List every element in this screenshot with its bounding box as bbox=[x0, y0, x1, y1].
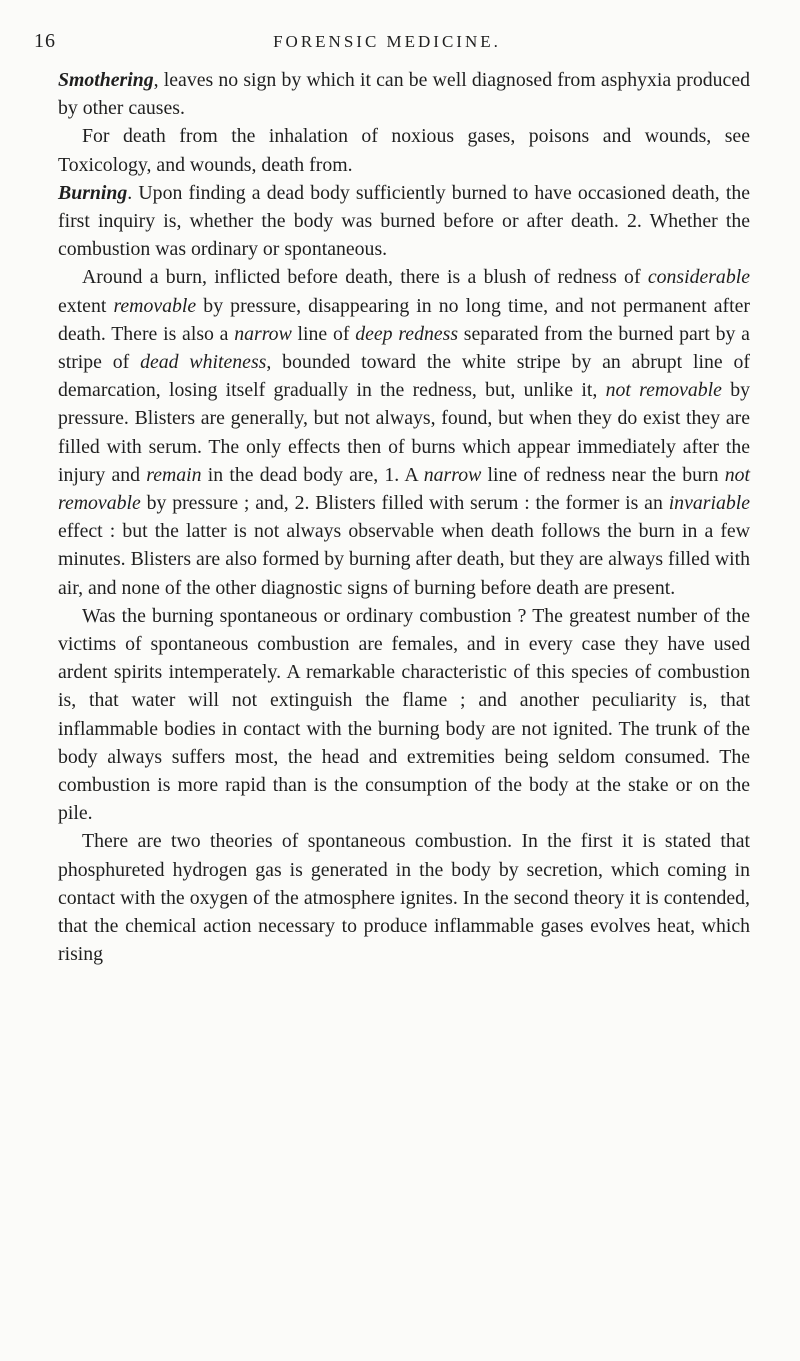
text-run: in the dead body are, 1. A bbox=[201, 463, 424, 486]
text-run: Around a burn, inflicted before death, there is a blush of redness of bbox=[82, 266, 648, 289]
text-run: extent bbox=[58, 294, 114, 317]
text-run: by pressure ; and, 2. Blisters filled with serum : the former is an bbox=[140, 492, 669, 515]
paragraph-text: . Upon finding a dead body sufficiently burned to have occasioned death, the first inquiry is, whether the body was burned before or after death. 2. Whether the combustion was ordinary or spontaneous. bbox=[58, 181, 750, 261]
paragraph-theories bbox=[58, 827, 750, 968]
emphasis: narrow bbox=[423, 463, 482, 486]
emphasis: not removable bbox=[605, 379, 722, 402]
paragraph-spontaneous bbox=[58, 602, 750, 828]
page-header bbox=[34, 30, 740, 54]
text-run: line of redness near the burn bbox=[481, 463, 725, 486]
text-run: line of bbox=[291, 322, 356, 345]
text-run: by pressure, disappearing in no long time, and not permanent after death. There is also a bbox=[58, 294, 750, 345]
emphasis: dead whiteness bbox=[140, 351, 267, 374]
page-number: 16 bbox=[34, 30, 56, 52]
emphasis: invariable bbox=[668, 492, 750, 515]
text-run: by pressure. Blisters are generally, but not always, found, but when they do exist they are filled with serum. The only effects then of burns which appear immediately after the injury and bbox=[58, 379, 751, 486]
paragraph-burning bbox=[58, 179, 750, 264]
paragraph-text: There are two theories of spontaneous combustion. In the first it is stated that phosphureted hydrogen gas is generated in the body by secretion, which coming in contact with the oxygen of the atmosphere ignites. In the second theory it is contended, that the chemical action necessary to produce inflammable gases evolves heat, which rising bbox=[58, 830, 750, 966]
text-run: effect : but the latter is not always observable when death follows the burn in a few minutes. Blisters are also formed by burning after death, but they are always filled with air, and none of the other diagnostic signs of burning before death are present. bbox=[58, 520, 750, 599]
paragraph-text: , leaves no sign by which it can be well diagnosed from asphyxia produced by other causes. bbox=[58, 69, 750, 120]
body-text bbox=[58, 66, 750, 969]
emphasis: remain bbox=[146, 463, 202, 486]
paragraph-text: Was the burning spontaneous or ordinary combustion ? The greatest number of the victims of spontaneous combustion are females, and in every case they have used ardent spirits intemperately. A remarkable characteristic of this species of combustion is, that water will not extinguish the flame ; and another peculiarity is, that inflammable bodies in contact with the burning body are not ignited. The trunk of the body always suffers most, the head and extremities being seldom consumed. The combustion is more rapid than is the consumption of the body at the stake or on the pile. bbox=[58, 604, 750, 825]
text-run: , bounded toward the white stripe by an abrupt line of demarcation, losing itself gradually in the redness, but, unlike it, bbox=[58, 351, 751, 402]
emphasis: deep redness bbox=[355, 322, 459, 345]
emphasis: narrow bbox=[234, 322, 292, 345]
running-head: FORENSIC MEDICINE. bbox=[273, 32, 501, 51]
emphasis: removable bbox=[113, 294, 197, 317]
term-burning: Burning bbox=[58, 181, 128, 204]
paragraph-poisons bbox=[58, 122, 750, 178]
paragraph-around-a-burn bbox=[58, 263, 750, 601]
paragraph-text: For death from the inhalation of noxious gases, poisons and wounds, see Toxicology, and wounds, death from. bbox=[58, 125, 750, 176]
emphasis: considerable bbox=[647, 266, 750, 289]
term-smothering: Smothering bbox=[58, 69, 154, 91]
emphasis: not removable bbox=[58, 463, 751, 515]
paragraph-smothering bbox=[58, 66, 750, 122]
text-run: separated from the burned part by a stripe of bbox=[58, 322, 750, 374]
